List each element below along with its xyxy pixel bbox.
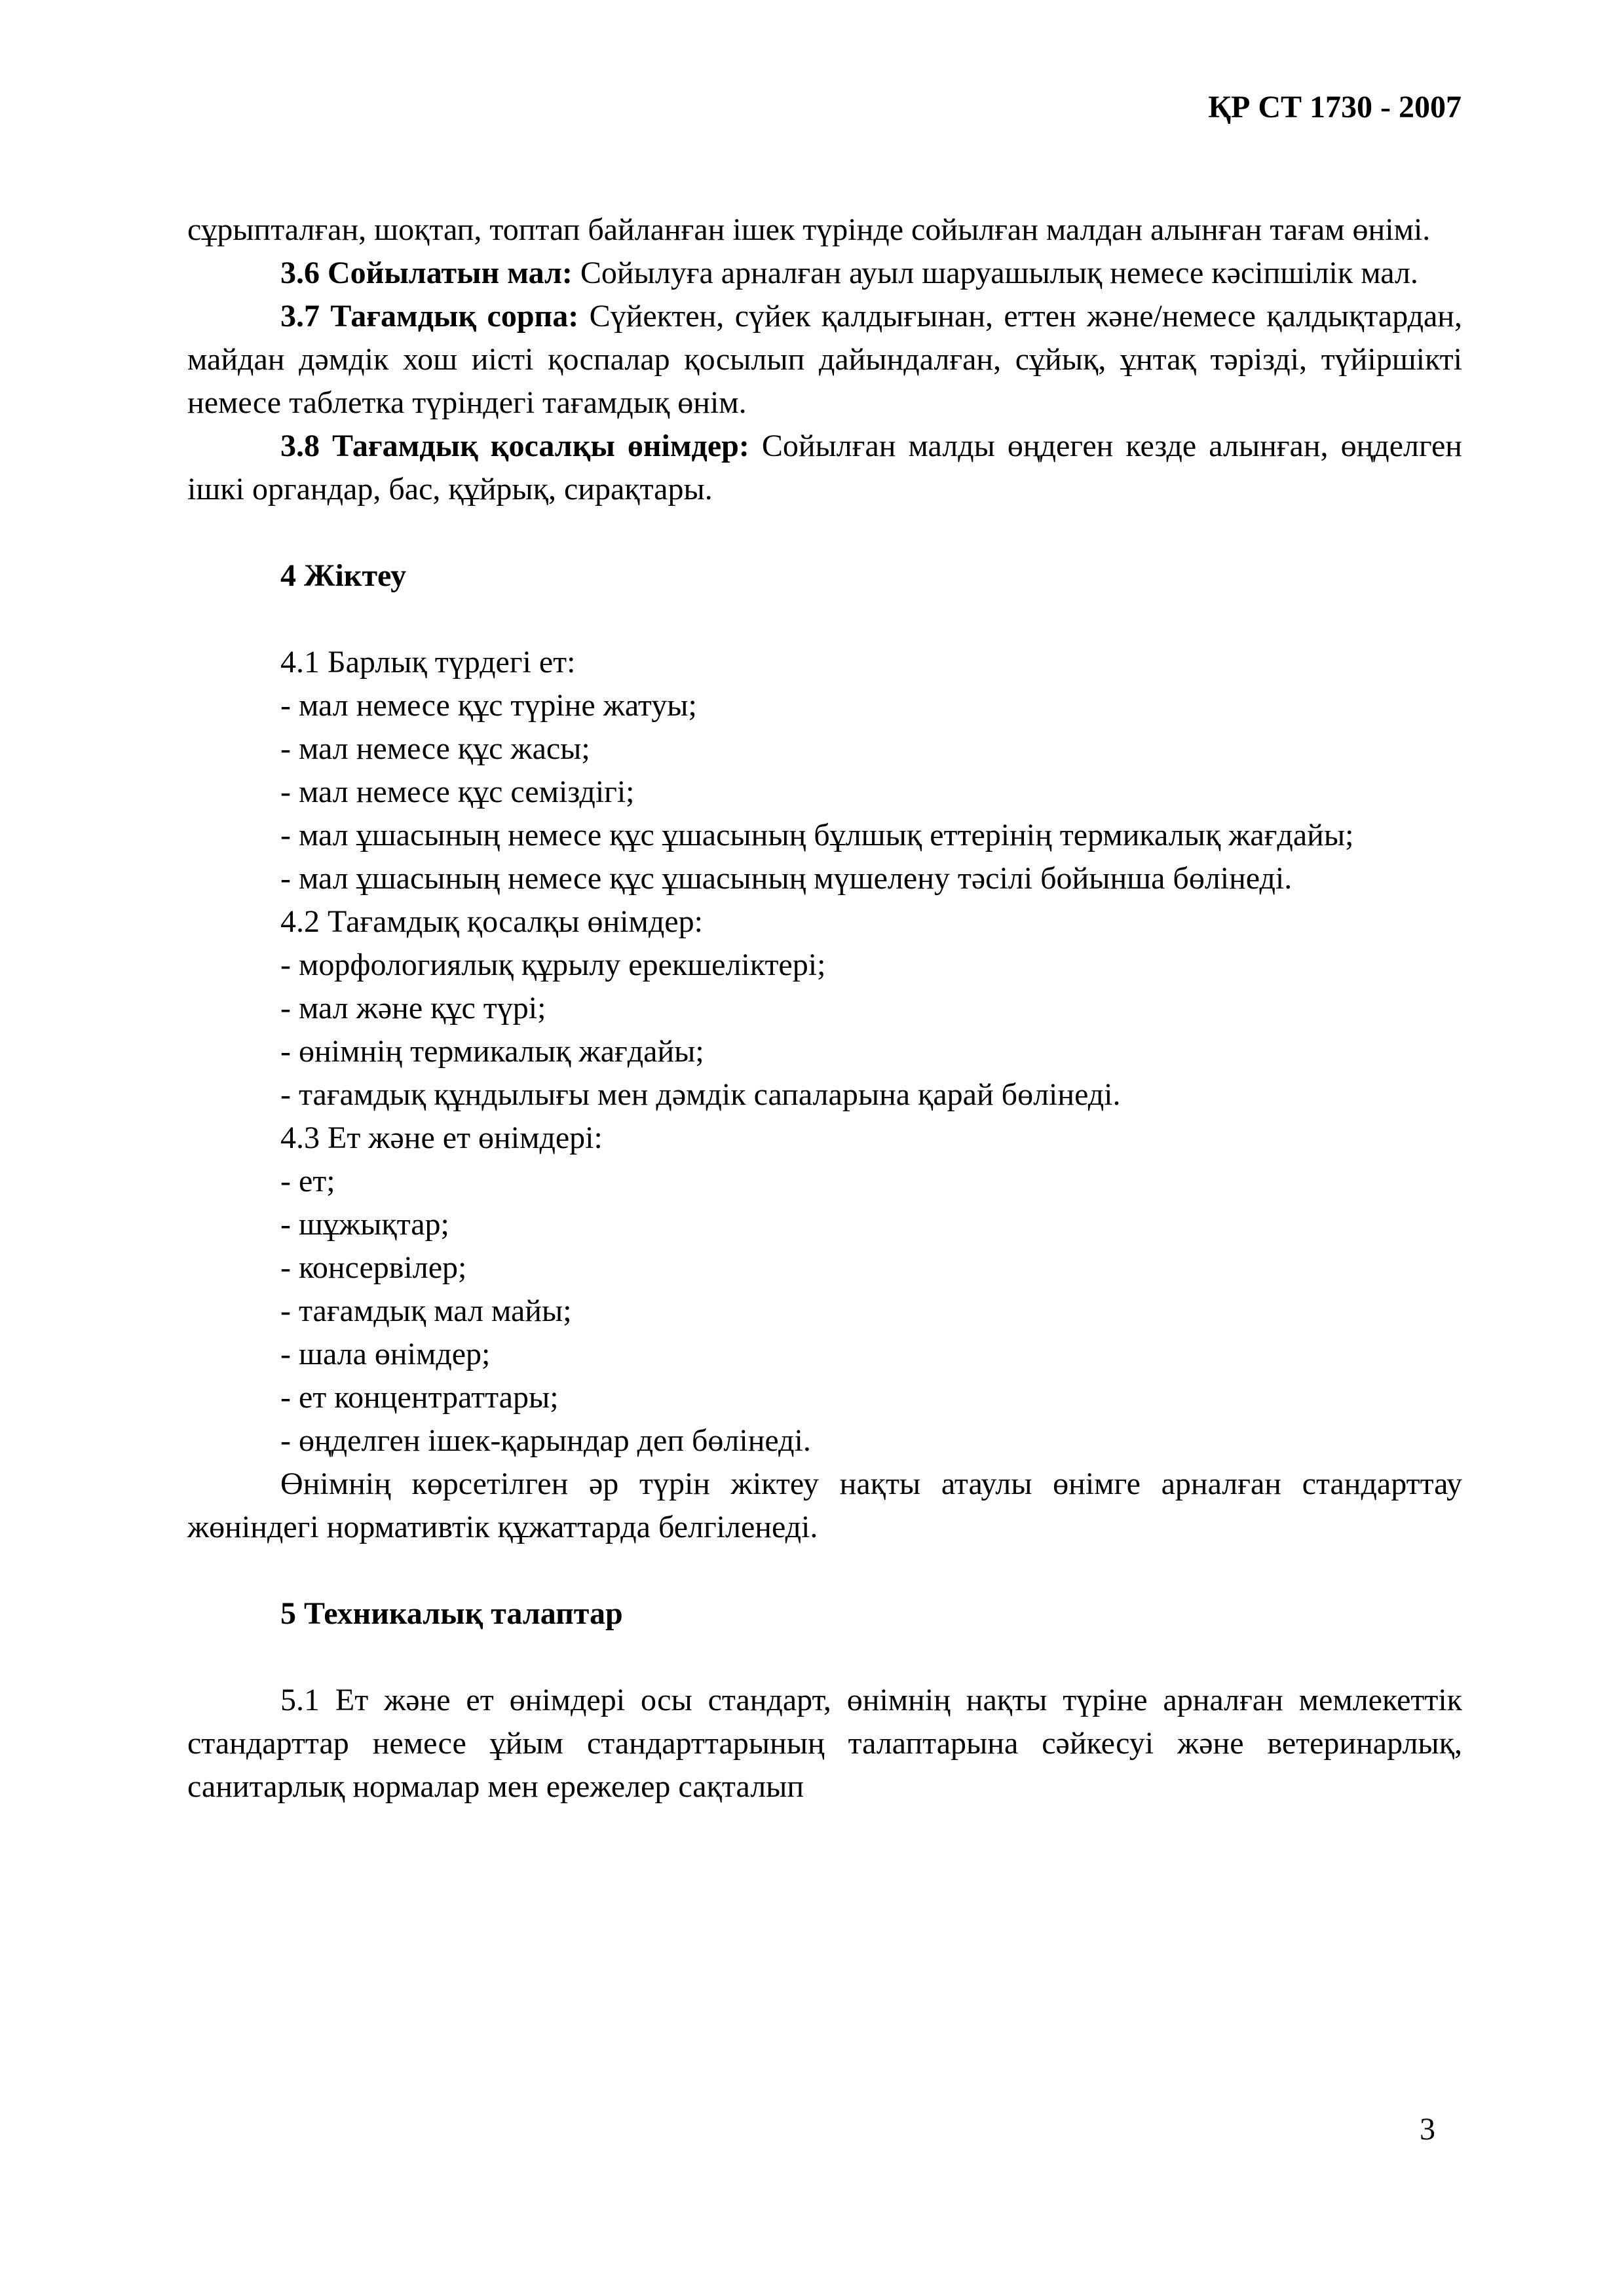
paragraph-continuation: сұрыпталған, шоқтап, топтап байланған ішек түрінде сойылған малдан алынған тағам өнімі. (187, 212, 1431, 247)
list-item: - мал немесе құс түріне жатуы; (280, 688, 697, 723)
spacer (187, 511, 1462, 554)
list-item: - мал және құс түрі; (280, 991, 546, 1025)
definition-term: 3.7 Тағамдық сорпа: (280, 299, 579, 334)
page-number: 3 (1420, 2112, 1435, 2147)
list-item: - мал немесе құс семіздігі; (280, 775, 635, 809)
subsection-4-3-heading: 4.3 Ет және ет өнімдері: (280, 1120, 603, 1155)
definition-3-7 (187, 295, 1462, 425)
list-item: - тағамдық құндылығы мен дәмдік сапаларына қарай бөлінеді. (280, 1077, 1121, 1112)
list-item: - өңделген ішек-қарындар деп бөлінеді. (280, 1423, 811, 1458)
spacer (187, 598, 1462, 641)
list-item: - мал ұшасының немесе құс ұшасының бұлшық еттерінің термикалық жағдайы; (280, 818, 1354, 852)
definition-text: Сойылған малды өңдеген кезде алынған, өңделген ішкі органдар, бас, құйрық, сирақтары. (187, 429, 1462, 507)
list-item: - тағамдық мал майы; (280, 1293, 572, 1328)
definition-3-6 (187, 252, 1462, 295)
section-5-title: 5 Техникалық талаптар (280, 1596, 623, 1631)
section-4-closing-paragraph: Өнімнің көрсетілген әр түрін жіктеу нақты атаулы өнімге арналған стандарттау жөніндегі нормативтік құжаттарда белгіленеді. (187, 1466, 1462, 1544)
list-item: - ет концентраттары; (280, 1380, 559, 1415)
definition-text: Сойылуға арналған ауыл шаруашылық немесе кәсіпшілік мал. (572, 256, 1418, 290)
definition-term: 3.6 Сойылатын мал: (280, 256, 573, 290)
page-body (187, 208, 1462, 1808)
list-item: - шала өнімдер; (280, 1337, 491, 1371)
section-4-title: 4 Жіктеу (280, 558, 407, 593)
spacer (187, 1636, 1462, 1679)
list-item: - морфологиялық құрылу ерекшеліктері; (280, 947, 826, 982)
list-item: - мал ұшасының немесе құс ұшасының мүшелену тәсілі бойынша бөлінеді. (280, 861, 1293, 896)
list-item: - мал немесе құс жасы; (280, 731, 590, 766)
subsection-4-2-heading: 4.2 Тағамдық қосалқы өнімдер: (280, 904, 703, 939)
list-item: - консервілер; (280, 1250, 467, 1285)
spacer (187, 1549, 1462, 1592)
definition-3-8 (187, 425, 1462, 511)
list-item: - шұжықтар; (280, 1207, 449, 1242)
subsection-5-1-paragraph: 5.1 Ет және ет өнімдері осы стандарт, өнімнің нақты түріне арналған мемлекеттік стандарттар немесе ұйым стандарттарының талаптарына сәйкесуі және ветеринарлық, санитарлық нормалар мен ережелер сақталып (187, 1683, 1462, 1804)
document-code-header: ҚР СТ 1730 - 2007 (1208, 90, 1462, 124)
list-item: - ет; (280, 1164, 335, 1198)
subsection-4-1-heading: 4.1 Барлық түрдегі ет: (280, 645, 576, 679)
list-item: - өнімнің термикалық жағдайы; (280, 1034, 704, 1069)
definition-text: Сүйектен, сүйек қалдығынан, еттен және/немесе қалдықтардан, майдан дәмдік хош иісті қоспалар қосылып дайындалған, сұйық, ұнтақ тәрізді, түйіршікті немесе таблетка түріндегі тағамдық өнім. (187, 299, 1462, 420)
definition-term: 3.8 Тағамдық қосалқы өнімдер: (280, 429, 749, 463)
